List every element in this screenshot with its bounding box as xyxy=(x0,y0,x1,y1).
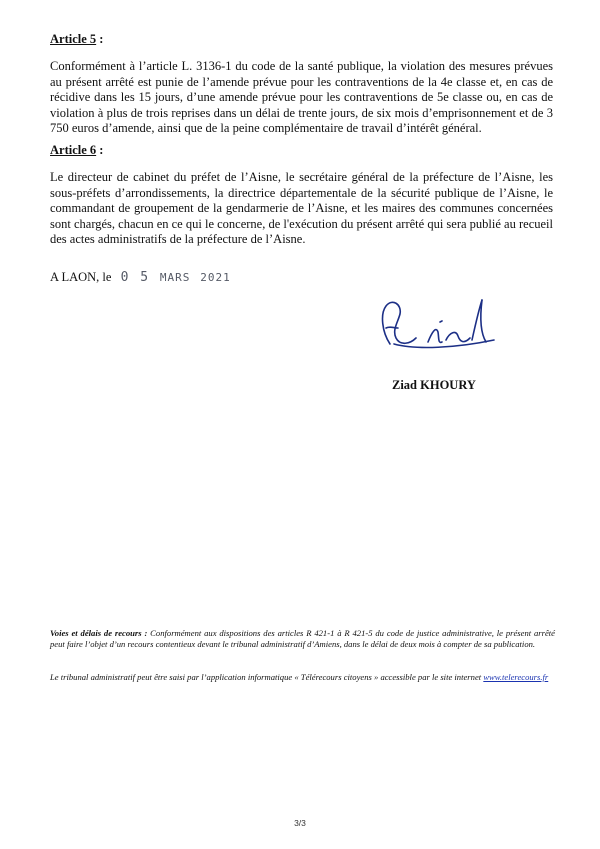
date-stamp-month: MARS xyxy=(159,271,191,284)
article-6-suffix: : xyxy=(96,143,104,157)
recours-text: Conformément aux dispositions des articles R 421-1 à R 421-5 du code de justice administrative, le présent arrêté peut faire l’objet d’un recours contentieux devant le tribunal administratif d’Amiens, dans le délai de deux mois à compter de sa publication. xyxy=(50,628,555,649)
handwritten-signature xyxy=(376,292,516,364)
signing-place-date xyxy=(50,270,231,285)
signing-place: A LAON, le xyxy=(50,270,112,284)
article-6-body: Le directeur de cabinet du préfet de l’Aisne, le secrétaire général de la préfecture de l’Aisne, les sous-préfets d’arrondissements, la directrice départementale de la sécurité publique de l’Aisne, le commandant de groupement de la gendarmerie de l’Aisne, et les maires des communes concernées sont chargés, chacun en ce qui le concerne, de l'exécution du présent arrêté qui sera publié au recueil des actes administratifs de la préfecture de l’Aisne. xyxy=(50,170,553,246)
recours-label: Voies et délais de recours : xyxy=(50,628,148,638)
article-5-suffix: : xyxy=(96,32,104,46)
article-5-title: Article 5 xyxy=(50,32,97,46)
date-stamp-year: 2021 xyxy=(200,271,231,284)
date-stamp xyxy=(121,270,231,285)
telerecours-link[interactable]: www.telerecours.fr xyxy=(483,672,549,682)
date-stamp-day: 0 5 xyxy=(120,270,151,285)
article-5-body: Conformément à l’article L. 3136-1 du code de la santé publique, la violation des mesures prévues au présent arrêté est punie de l’amende prévue pour les contraventions de la 4e classe et, en cas de récidive dans les 15 jours, d’une amende prévue pour les contraventions de 5e classe ou, en cas de violation à plus de trois reprises dans un délai de trente jours, de six mois d’emprisonnement et de 3 750 euros d’amende, ainsi que de la peine complémentaire de travail d’intérêt général. xyxy=(50,59,553,135)
signer-name: Ziad KHOURY xyxy=(392,378,476,392)
article-5-heading xyxy=(50,32,103,47)
tribunal-text: Le tribunal administratif peut être saisi par l’application informatique « Télérecours citoyens » accessible par le site internet xyxy=(50,672,484,682)
page-number: 3/3 xyxy=(294,818,306,828)
recours-notice xyxy=(50,628,555,650)
tribunal-notice xyxy=(50,672,555,683)
article-6-title: Article 6 xyxy=(50,143,97,157)
article-6-heading xyxy=(50,143,103,158)
